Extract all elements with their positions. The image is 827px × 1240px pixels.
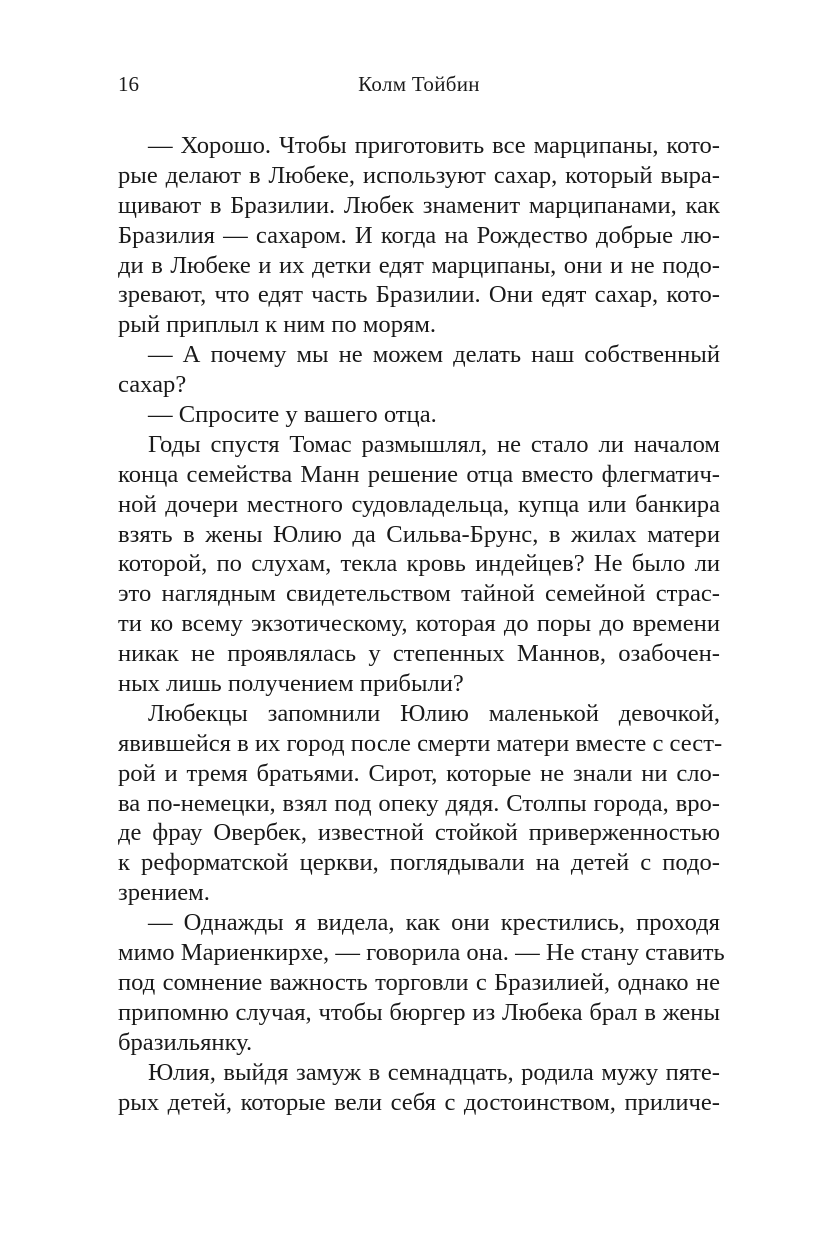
text-line: рой и тремя братьями. Сирот, которые не знали ни сло- [118,759,720,787]
text-line: никак не проявлялась у степенных Маннов, озабочен- [118,640,720,668]
text-line: Годы спустя Томас размышлял, не стало ли началом [148,430,720,458]
text-line: Юлия, выйдя замуж в семнадцать, родила мужу пяте- [148,1058,720,1086]
running-title: Колм Тойбин [358,72,480,96]
text-line: ва по-немецки, взял под опеку дядя. Столпы города, вро- [118,789,720,817]
text-line: которой, по слухам, текла кровь индейцев? Не было ли [118,550,720,578]
text-line: рые делают в Любеке, используют сахар, который выра- [118,161,720,189]
text-line: рый приплыл к ним по морям. [118,311,437,339]
text-line: бразильянку. [118,1028,253,1056]
text-line: ди в Любеке и их детки едят марципаны, они и не подо- [118,251,720,279]
text-line: сахар? [118,371,187,399]
text-line: де фрау Овербек, известной стойкой приверженностью [118,819,720,847]
text-line: ных лишь получением прибыли? [118,670,464,698]
text-line: Бразилия — сахаром. И когда на Рождество добрые лю- [118,221,720,249]
text-line: взять в жены Юлию да Сильва-Брунс, в жилах матери [118,520,720,548]
text-line: припомню случая, чтобы бюргер из Любека брал в жены [118,998,720,1026]
text-line: явившейся в их город после смерти матери вместе с сест- [118,729,723,757]
text-line: мимо Мариенкирхе, — говорила она. — Не стану ставить [118,939,725,967]
text-line: ной дочери местного судовладельца, купца или банкира [118,490,720,518]
text-line: — А почему мы не можем делать наш собственный [148,341,720,369]
running-header [118,72,720,102]
text-line: зревают, что едят часть Бразилии. Они едят сахар, кото- [118,281,720,309]
text-line: конца семейства Манн решение отца вместо флегматич- [118,460,720,488]
text-line: щивают в Бразилии. Любек знаменит марципанами, как [118,191,720,219]
text-line: — Хорошо. Чтобы приготовить все марципаны, кото- [148,132,720,159]
page-number: 16 [118,72,139,96]
text-line: под сомнение важность торговли с Бразилией, однако не [118,968,720,996]
text-line: ти ко всему экзотическому, которая до поры до времени [118,610,720,638]
text-line: зрением. [118,879,210,907]
body-text [118,131,725,1117]
text-line: Любекцы запомнили Юлию маленькой девочкой, [148,699,720,727]
text-line: — Однажды я видела, как они крестились, проходя [148,909,720,937]
text-line: рых детей, которые вели себя с достоинством, приличе- [118,1088,720,1116]
text-line: — Спросите у вашего отца. [148,401,437,429]
text-line: это наглядным свидетельством тайной семейной страс- [118,580,720,608]
text-line: к реформатской церкви, поглядывали на детей с подо- [118,849,720,877]
